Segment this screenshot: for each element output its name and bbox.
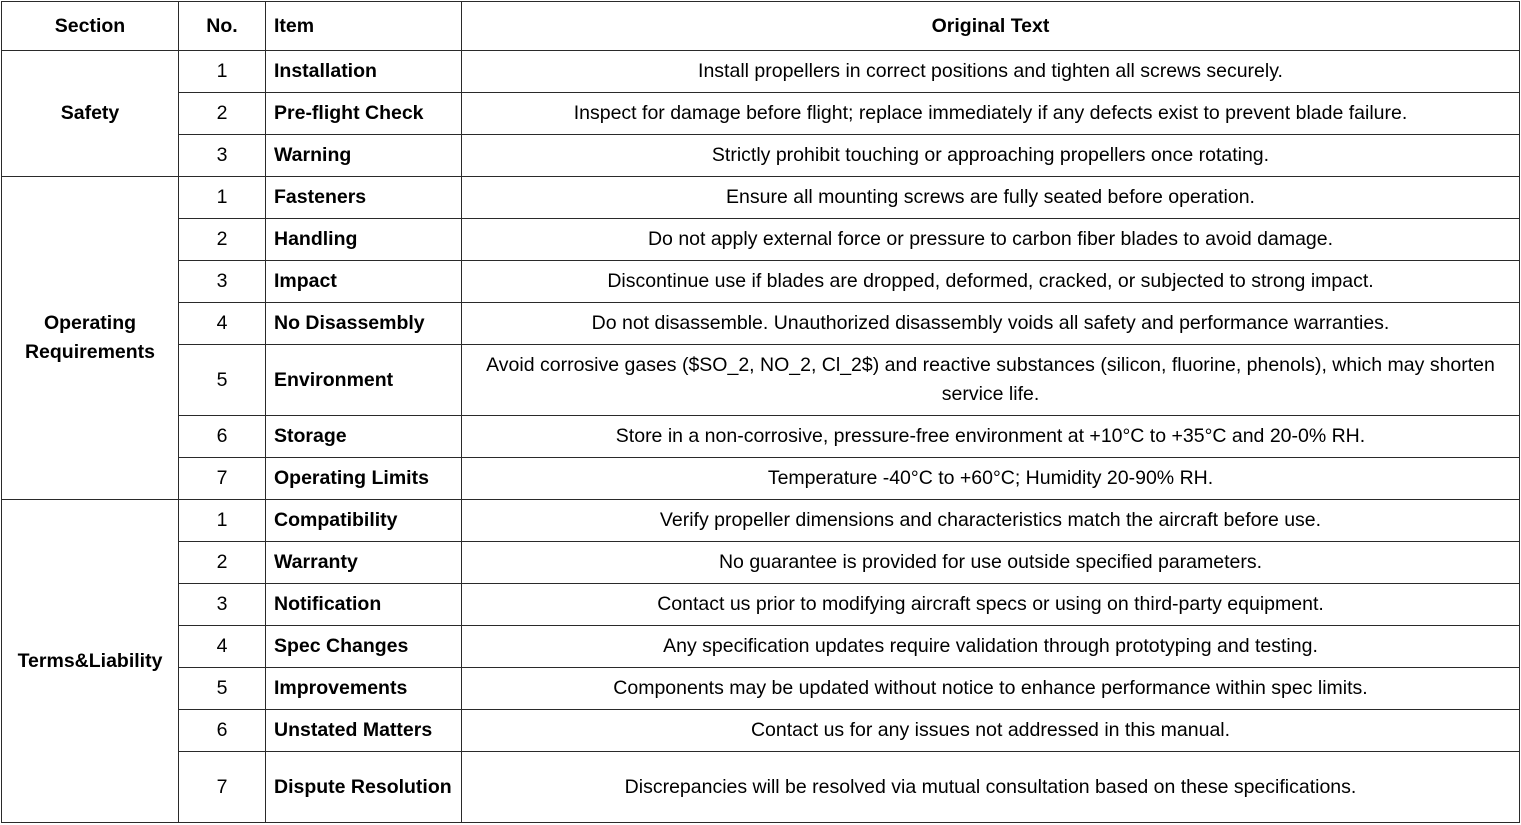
- spec-table: [1, 1, 1520, 823]
- item-name: Storage: [266, 416, 462, 458]
- table-row: [2, 668, 1520, 710]
- table-row: [2, 542, 1520, 584]
- row-number: 5: [179, 345, 266, 416]
- item-name: Impact: [266, 261, 462, 303]
- section-cell-terms-liability: Terms&Liability: [2, 500, 179, 823]
- row-number: 5: [179, 668, 266, 710]
- original-text: Discrepancies will be resolved via mutual consultation based on these specifications.: [462, 752, 1520, 823]
- table-row: [2, 261, 1520, 303]
- item-name: No Disassembly: [266, 303, 462, 345]
- original-text: Components may be updated without notice to enhance performance within spec limits.: [462, 668, 1520, 710]
- row-number: 7: [179, 458, 266, 500]
- table-row: [2, 500, 1520, 542]
- original-text: Contact us for any issues not addressed in this manual.: [462, 710, 1520, 752]
- row-number: 2: [179, 542, 266, 584]
- table-row: [2, 416, 1520, 458]
- original-text-header: Original Text: [462, 2, 1520, 51]
- table-row: [2, 752, 1520, 823]
- row-number: 4: [179, 626, 266, 668]
- row-number: 2: [179, 219, 266, 261]
- original-text: Inspect for damage before flight; replace immediately if any defects exist to prevent blade failure.: [462, 93, 1520, 135]
- original-text: Install propellers in correct positions and tighten all screws securely.: [462, 51, 1520, 93]
- table-row: [2, 710, 1520, 752]
- section-cell-operating-requirements: Operating Requirements: [2, 177, 179, 500]
- table-row: [2, 584, 1520, 626]
- original-text: No guarantee is provided for use outside specified parameters.: [462, 542, 1520, 584]
- item-name: Unstated Matters: [266, 710, 462, 752]
- item-name: Warranty: [266, 542, 462, 584]
- table-row: [2, 345, 1520, 416]
- original-text: Avoid corrosive gases ($SO_2, NO_2, Cl_2$) and reactive substances (silicon, fluorine, phenols), which may shorten service life.: [462, 345, 1520, 416]
- row-number: 1: [179, 51, 266, 93]
- row-number: 3: [179, 584, 266, 626]
- item-name: Fasteners: [266, 177, 462, 219]
- original-text: Temperature -40°C to +60°C; Humidity 20-90% RH.: [462, 458, 1520, 500]
- item-name: Compatibility: [266, 500, 462, 542]
- row-number: 4: [179, 303, 266, 345]
- table-row: [2, 219, 1520, 261]
- section-header: Section: [2, 2, 179, 51]
- original-text: Ensure all mounting screws are fully seated before operation.: [462, 177, 1520, 219]
- original-text: Discontinue use if blades are dropped, deformed, cracked, or subjected to strong impact.: [462, 261, 1520, 303]
- item-name: Improvements: [266, 668, 462, 710]
- table-row: [2, 93, 1520, 135]
- table-row: [2, 458, 1520, 500]
- item-name: Installation: [266, 51, 462, 93]
- row-number: 1: [179, 177, 266, 219]
- table-row: [2, 177, 1520, 219]
- number-header: No.: [179, 2, 266, 51]
- item-name: Notification: [266, 584, 462, 626]
- row-number: 6: [179, 416, 266, 458]
- section-cell-safety: Safety: [2, 51, 179, 177]
- row-number: 1: [179, 500, 266, 542]
- row-number: 6: [179, 710, 266, 752]
- item-name: Warning: [266, 135, 462, 177]
- row-number: 2: [179, 93, 266, 135]
- item-name: Spec Changes: [266, 626, 462, 668]
- original-text: Store in a non-corrosive, pressure-free environment at +10°C to +35°C and 20-0% RH.: [462, 416, 1520, 458]
- row-number: 3: [179, 261, 266, 303]
- original-text: Strictly prohibit touching or approaching propellers once rotating.: [462, 135, 1520, 177]
- item-name: Handling: [266, 219, 462, 261]
- original-text: Verify propeller dimensions and characteristics match the aircraft before use.: [462, 500, 1520, 542]
- original-text: Contact us prior to modifying aircraft specs or using on third-party equipment.: [462, 584, 1520, 626]
- table-row: [2, 303, 1520, 345]
- original-text: Do not apply external force or pressure to carbon fiber blades to avoid damage.: [462, 219, 1520, 261]
- original-text: Any specification updates require validation through prototyping and testing.: [462, 626, 1520, 668]
- table-row: [2, 51, 1520, 93]
- item-name: Operating Limits: [266, 458, 462, 500]
- original-text: Do not disassemble. Unauthorized disassembly voids all safety and performance warranties.: [462, 303, 1520, 345]
- row-number: 3: [179, 135, 266, 177]
- table-row: [2, 626, 1520, 668]
- table-row: [2, 135, 1520, 177]
- row-number: 7: [179, 752, 266, 823]
- header-row: [2, 2, 1520, 51]
- item-name: Environment: [266, 345, 462, 416]
- item-name: Pre-flight Check: [266, 93, 462, 135]
- item-name: Dispute Resolution: [266, 752, 462, 823]
- item-header: Item: [266, 2, 462, 51]
